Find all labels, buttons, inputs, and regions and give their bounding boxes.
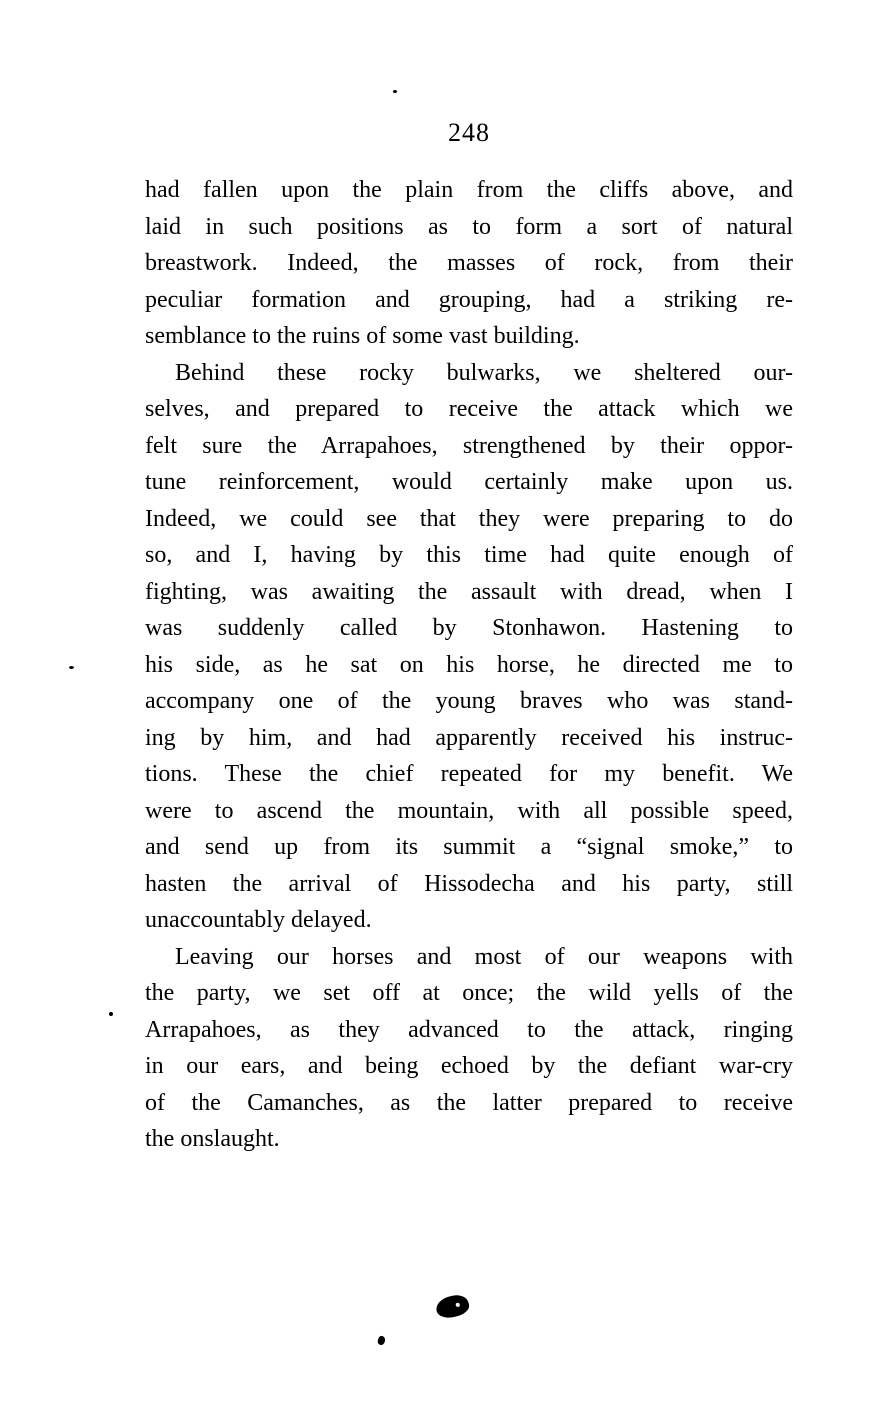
ink-blot [434,1293,471,1320]
text-line: tune reinforcement, would certainly make upon us. [145,469,793,495]
page-number: 248 [448,118,490,147]
paragraph-3 [145,939,793,1158]
ink-speck [377,1335,387,1346]
page-text [145,172,793,1158]
text-line: Behind these rocky bulwarks, we sheltered our- [175,359,793,386]
text-line: unaccountably delayed. [145,907,372,933]
text-line: Leaving our horses and most of our weapons with [175,943,793,970]
text-line: semblance to the ruins of some vast building. [145,323,580,349]
text-line: laid in such positions as to form a sort of natural [145,213,793,240]
ink-speck [393,90,397,93]
text-line: had fallen upon the plain from the cliffs above, and [145,177,793,203]
text-line: of the Camanches, as the latter prepared to receive [145,1089,793,1116]
text-line: his side, as he sat on his horse, he directed me to [145,651,793,678]
text-line: selves, and prepared to receive the attack which we [145,396,793,422]
text-line: the party, we set off at once; the wild yells of the [145,980,793,1006]
ink-speck [109,1012,113,1016]
paragraph-1 [145,172,793,355]
text-line: Indeed, we could see that they were preparing to do [145,505,793,532]
text-line: Arrapahoes, as they advanced to the attack, ringing [145,1016,793,1043]
text-line: was suddenly called by Stonhawon. Hastening to [145,615,793,641]
text-line: hasten the arrival of Hissodecha and his party, still [145,870,793,897]
text-line: peculiar formation and grouping, had a striking re- [145,286,793,313]
text-line: so, and I, having by this time had quite enough of [145,542,793,568]
text-line: were to ascend the mountain, with all possible speed, [145,797,793,824]
text-line: felt sure the Arrapahoes, strengthened by their oppor- [145,432,793,459]
text-line: in our ears, and being echoed by the defiant war-cry [145,1053,793,1079]
text-line: tions. These the chief repeated for my benefit. We [145,761,793,787]
text-line: accompany one of the young braves who was stand- [145,688,793,714]
text-line: the onslaught. [145,1126,280,1152]
text-line: ing by him, and had apparently received his instruc- [145,724,793,751]
text-line: fighting, was awaiting the assault with dread, when I [145,578,793,605]
text-line: and send up from its summit a “signal smoke,” to [145,834,793,860]
ink-speck [69,666,74,669]
text-line: breastwork. Indeed, the masses of rock, from their [145,250,793,276]
paragraph-2 [145,355,793,939]
